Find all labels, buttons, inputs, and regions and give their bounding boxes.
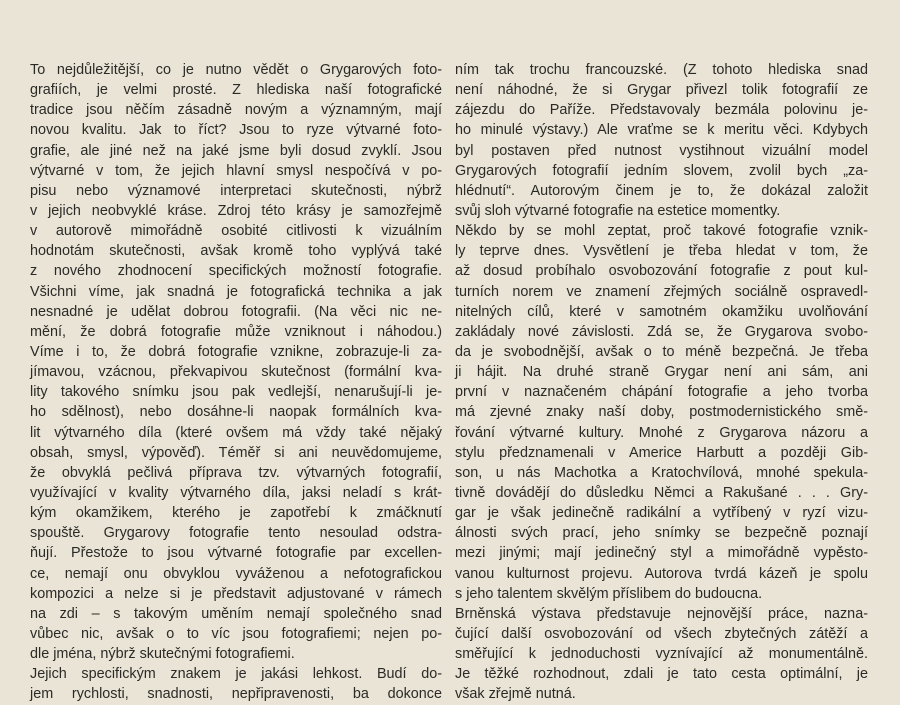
left-column-text-line: spouště. Grygarovy fotografie tento nesoulad odstra-	[30, 525, 442, 542]
right-column-text-line: první v naznačeném chápání fotografie a jeho tvorba	[455, 384, 868, 401]
right-column-text-line: není náhodné, že si Grygar přivezl tolik fotografií ze	[455, 82, 868, 99]
right-column-text-line: ji hájit. Na druhé straně Grygar není ani sám, ani	[455, 364, 868, 381]
left-column-text-line: lity takového snímku jsou pak vedlejší, nenarušují-li je-	[30, 384, 442, 401]
right-column-text-line: Je těžké rozhodnout, zdali je tato cesta optimální, je	[455, 666, 868, 683]
left-column-text-line: grafiích, je velmi prosté. Z hlediska naší fotografické	[30, 82, 442, 99]
right-column-text-line: álnosti svých prací, jeho snímky se bezpečně poznají	[455, 525, 868, 542]
right-column-text-line: turních norem ve znamení zřejmých sociálně ospravedl-	[455, 283, 868, 300]
right-column-text-line: svůj sloh výtvarné fotografie na estetice momentky.	[455, 202, 781, 219]
left-column-text-line: Víme i to, že dobrá fotografie vznikne, zobrazuje-li za-	[30, 343, 442, 360]
right-column-text-line: zájezdu do Paříže. Představovaly bezmála polovinu je-	[455, 102, 868, 119]
left-column-text-line: ho sdělnost), nebo dosáhne-li naopak formálních kva-	[30, 404, 442, 421]
right-column-text-line: tivně dovádějí do důsledku Němci a Rakušané . . . Gry-	[455, 484, 868, 501]
right-column-text-line: Někdo by se mohl zeptat, proč takové fotografie vznik-	[455, 223, 868, 240]
right-column-text-line: son, u nás Machotka a Kratochvílová, mnohé spekula-	[455, 464, 868, 481]
right-column-text-line: ly teprve dnes. Vysvětlení je třeba hledat v tom, že	[455, 243, 868, 260]
left-column-text-line: dle jména, nýbrž skutečnými fotografiemi.	[30, 646, 295, 663]
left-column-text-line: Všichni víme, jak snadná je fotografická technika a jak	[30, 283, 442, 300]
left-column-text-line: To nejdůležitější, co je nutno vědět o Grygarových foto-	[30, 62, 442, 78]
right-column-text-line: gar je však jedinečně radikální a vytříbený v ryzí vizu-	[455, 505, 868, 522]
right-column-text-line: ho minulé výstavy.) Ale vraťme se k meritu věci. Kdybych	[455, 122, 868, 139]
left-column-text-line: lit výtvarného díla (které ovšem má vždy také nějaký	[30, 424, 442, 441]
right-column-text-line: čující další osvobozování od všech zbytečných zátěží a	[455, 625, 868, 642]
left-column-text-line: výtvarné v tom, že jejich hlavní smysl nespočívá v po-	[30, 162, 442, 179]
right-column-text-line: mezi jinými; mají jedinečný styl a mimořádně vypěsto-	[455, 545, 868, 562]
right-column-text-line: ním tak trochu francouzské. (Z tohoto hlediska snad	[455, 62, 868, 78]
right-text-column	[455, 60, 868, 705]
left-column-text-line: obsah, smysl, výpověď). Téměř si ani neuvědomujeme,	[30, 444, 442, 461]
right-column-text-line: Grygarových fotografií jedním slovem, zvolil bych „za-	[455, 162, 868, 179]
right-column-text-line: stylu předznamenali v Americe Harbutt a později Gib-	[455, 444, 868, 461]
left-column-text-line: kompozici a nelze si je představit adjustované v rámech	[30, 585, 442, 602]
left-column-text-line: novou kvalitu. Jak to říct? Jsou to ryze výtvarné foto-	[30, 122, 442, 139]
right-column-text-line: byl postaven před nutnost vystihnout vizuální model	[455, 142, 868, 159]
right-column-text-line: zakládaly nové závislosti. Zdá se, že Grygarova svobo-	[455, 323, 868, 340]
right-column-text-line: da je svobodnější, avšak o to méně bezpečná. Je třeba	[455, 343, 868, 360]
left-column-text-line: v jejich neobvyklé kráse. Zdroj této krásy je samozřejmě	[30, 202, 442, 219]
left-column-text-line: v autorově mimořádně osobité citlivosti k vizuálním	[30, 223, 442, 240]
left-column-text-line: pisu nebo významové interpretaci skutečnosti, nýbrž	[30, 182, 442, 199]
left-column-text-line: z nového zhodnocení specifických možností fotografie.	[30, 263, 442, 280]
left-column-text-line: vůbec nic, avšak o to víc jsou fotografiemi; nejen po-	[30, 625, 442, 642]
right-column-text-line: hlédnutí“. Autorovým činem je to, že dokázal založit	[455, 182, 868, 199]
left-column-text-line: ce, nemají onu obvyklou vyváženou a nefotografickou	[30, 565, 442, 582]
left-column-text-line: na zdi – s takovým uměním nemají společného snad	[30, 605, 442, 622]
right-column-text-line: nitelných cílů, které v samotném okamžiku uvolňování	[455, 303, 868, 320]
right-column-text-line: má zjevné znaky naší doby, postmodernistického smě-	[455, 404, 868, 421]
right-column-text-line: až dosud probíhalo osvobozování fotografie z pout kul-	[455, 263, 868, 280]
left-column-text-line: kým okamžikem, kterého je zapotřebí k zmáčknutí	[30, 505, 442, 522]
left-text-column	[30, 60, 442, 705]
left-column-text-line: využívající v kvality výtvarného díla, jaksi neladí s krát-	[30, 484, 442, 501]
left-column-text-line: grafie, ale jiné než na jaké jsme byli dosud zvyklí. Jsou	[30, 142, 442, 159]
left-column-text-line: jímavou, vzácnou, překvapivou skutečnost (formální kva-	[30, 364, 442, 381]
right-column-text-line: s jeho talentem skvělým příslibem do budoucna.	[455, 585, 763, 602]
right-column-text-line: však zřejmě nutná.	[455, 686, 576, 703]
left-column-text-line: mění, že dobrá fotografie může vzniknout i náhodou.)	[30, 323, 442, 340]
left-column-text-line: jem rychlosti, snadnosti, nepřipravenosti, ba dokonce	[30, 686, 442, 703]
left-column-text-line: ňují. Přestože to jsou výtvarné fotografie par excellen-	[30, 545, 442, 562]
right-column-text-line: směřující k jednoduchosti vyznívající až monumentálně.	[455, 646, 868, 663]
left-column-text-line: hodnotám skutečnosti, avšak kromě toho vyplývá také	[30, 243, 442, 260]
right-column-text-line: vanou kulturnost projevu. Autorova tvrdá kázeň je spolu	[455, 565, 868, 582]
left-column-text-line: nesnadné je udělat dobrou fotografii. (Na věci nic ne-	[30, 303, 442, 320]
right-column-text-line: Brněnská výstava představuje nejnovější práce, nazna-	[455, 605, 868, 622]
left-column-text-line: Jejich specifickým znakem je jakási lehkost. Budí do-	[30, 666, 442, 683]
left-column-text-line: že obvyklá pečlivá příprava tzv. výtvarných fotografií,	[30, 464, 442, 481]
right-column-text-line: řování výtvarné kultury. Mnohé z Grygarova názoru a	[455, 424, 868, 441]
left-column-text-line: tradice jsou něčím zásadně novým a významným, mají	[30, 102, 442, 119]
